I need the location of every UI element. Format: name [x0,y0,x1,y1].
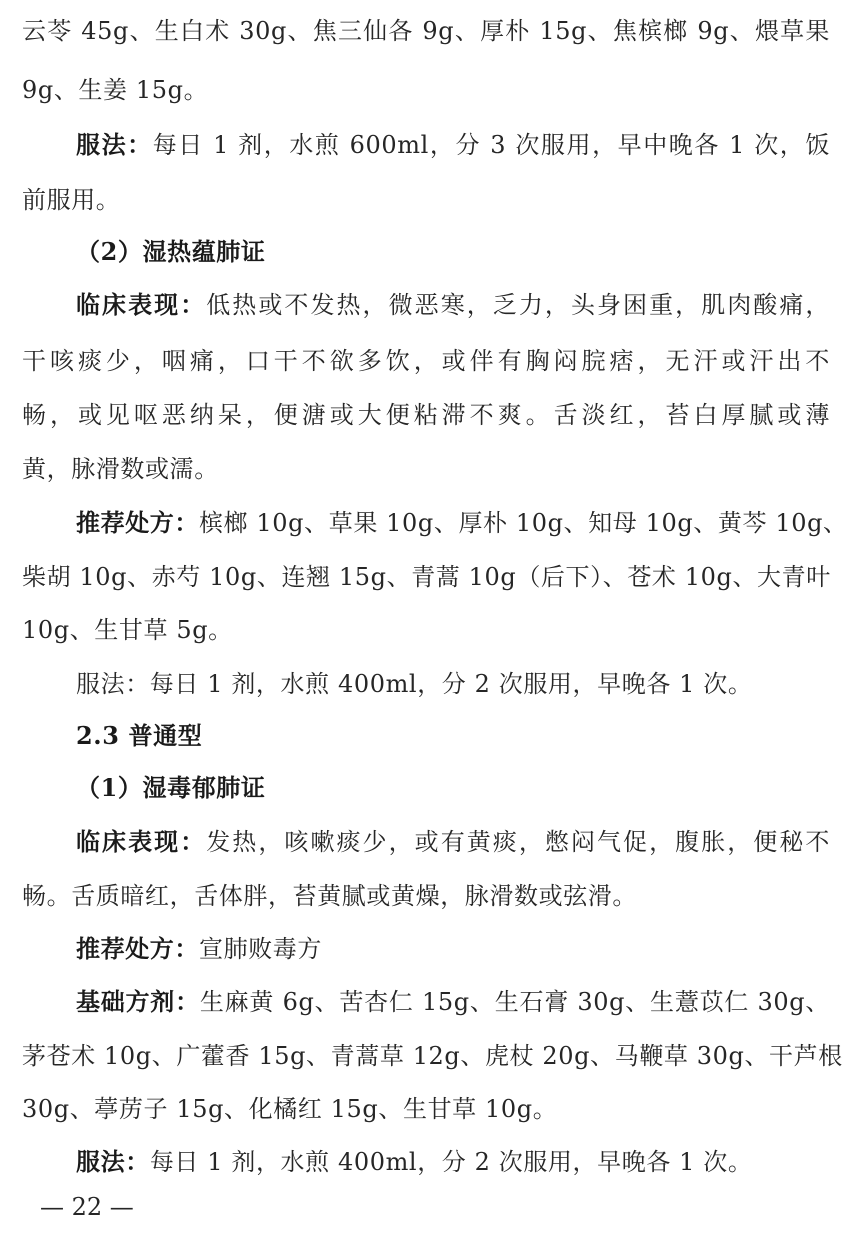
paragraph-line: 畅。舌质暗红，舌体胖，苔黄腻或黄燥，脉滑数或弦滑。 [22,882,637,910]
prescription-line [76,932,830,966]
paragraph-line: 茅苍术 10g、广藿香 15g、青蒿草 12g、虎杖 20g、马鞭草 30g、干芦根 [22,1042,843,1070]
clinical-text: 低热或不发热，微恶寒，乏力，头身困重，肌肉酸痛， [206,291,830,319]
paragraph-line: 9g、生姜 15g。 [22,76,209,104]
subheading: （1）湿毒郁肺证 [76,773,266,802]
prescription-text: 宣肺败毒方 [199,935,322,963]
clinical-line [76,825,830,859]
usage-text: 每日 1 剂，水煎 400ml，分 2 次服用，早晚各 1 次。 [149,1148,753,1176]
subheading: （2）湿热蕴肺证 [76,237,266,266]
prescription-label: 推荐处方： [76,934,199,963]
section-heading: 2.3 普通型 [76,721,203,750]
paragraph-line: 云苓 45g、生白术 30g、焦三仙各 9g、厚朴 15g、焦槟榔 9g、煨草果 [22,17,830,45]
paragraph-line: 10g、生甘草 5g。 [22,616,233,644]
usage-label: 服法： [76,130,153,159]
clinical-label: 临床表现： [76,290,207,319]
base-formula-line [76,985,830,1019]
paragraph-line: 30g、葶苈子 15g、化橘红 15g、生甘草 10g。 [22,1095,558,1123]
clinical-label: 临床表现： [76,827,207,856]
clinical-line [76,288,830,322]
usage-line [76,1145,830,1179]
paragraph-line: 柴胡 10g、赤芍 10g、连翘 15g、青蒿 10g（后下）、苍术 10g、大青叶 [22,563,831,591]
paragraph-line: 黄，脉滑数或濡。 [22,455,219,483]
base-formula-text: 生麻黄 6g、苦杏仁 15g、生石膏 30g、生薏苡仁 30g、 [199,988,830,1016]
clinical-text: 发热，咳嗽痰少，或有黄痰，憋闷气促，腹胀，便秘不 [206,828,830,856]
paragraph-line: 干咳痰少，咽痛，口干不欲多饮，或伴有胸闷脘痞，无汗或汗出不 [22,347,830,375]
prescription-line [76,506,848,540]
usage-line: 服法：每日 1 剂，水煎 400ml，分 2 次服用，早晚各 1 次。 [76,670,753,698]
usage-label: 服法： [76,1147,150,1176]
paragraph-line: 畅，或见呕恶纳呆，便溏或大便粘滞不爽。舌淡红，苔白厚腻或薄 [22,401,830,429]
prescription-label: 推荐处方： [76,508,199,537]
usage-text: 每日 1 剂，水煎 600ml，分 3 次服用，早中晚各 1 次，饭 [152,131,830,159]
base-formula-label: 基础方剂： [76,987,200,1016]
prescription-text: 槟榔 10g、草果 10g、厚朴 10g、知母 10g、黄芩 10g、 [199,509,848,537]
usage-line [76,128,830,162]
paragraph-line: 前服用。 [22,186,121,214]
page-number: — 22 — [40,1193,134,1221]
